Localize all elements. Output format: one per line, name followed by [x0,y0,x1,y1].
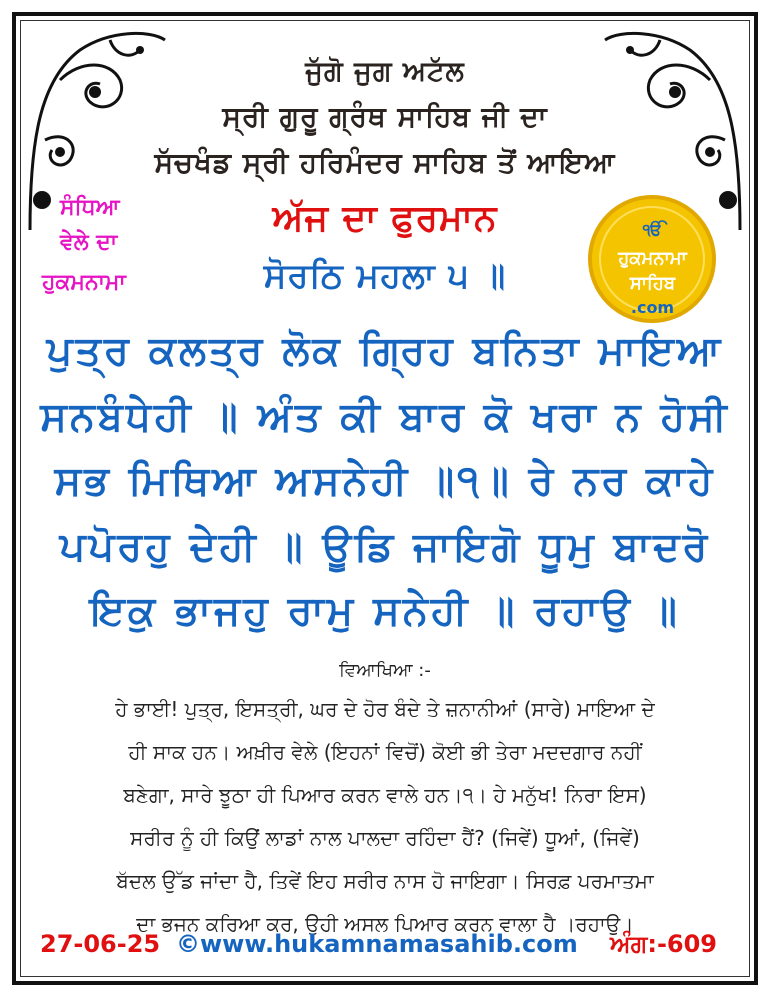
scripture-line: ਸਭ ਮਿਥਿਆ ਅਸਨੇਹੀ ॥੧॥ ਰੇ ਨਰ ਕਾਹੇ [54,458,716,504]
explanation-line: ਦਾ ਭਜਨ ਕਰਿਆ ਕਰ, ਉਹੀ ਅਸਲ ਪਿਆਰ ਕਰਨ ਵਾਲਾ ਹੈ ।ਰਹਾਉ। [136,912,634,936]
raag-heading: ਸੋਰਠਿ ਮਹਲਾ ੫ ॥ [263,256,507,296]
header-line-2: ਸ੍ਰੀ ਗੁਰੂ ਗ੍ਰੰਥ ਸਾਹਿਬ ਜੀ ਦਾ [222,100,548,133]
logo-text-line-3: .com [630,298,675,317]
explanation-line: ਸਰੀਰ ਨੂੰ ਹੀ ਕਿਉਂ ਲਾਡਾਂ ਨਾਲ ਪਾਲਦਾ ਰਹਿੰਦਾ ਹੈਂ? (ਜਿਵੇਂ) ਧੂਆਂ, (ਜਿਵੇਂ) [130,826,640,850]
footer-ang-number: ਅੰਗ:-609 [610,930,718,958]
ik-onkar-icon: ੴ [642,220,663,239]
side-label-line-2: ਵੇਲੇ ਦਾ [60,230,118,255]
header-line-1: ਜੁੱਗੋ ਜੁਗ ਅਟੱਲ [305,56,465,87]
header-line-3: ਸੱਚਖੰਡ ਸ੍ਰੀ ਹਰਿਮੰਦਰ ਸਾਹਿਬ ਤੋਂ ਆਇਆ [154,146,616,179]
footer-website-link[interactable]: ©www.hukamnamasahib.com [176,930,578,958]
side-label-line-3: ਹੁਕਮਨਾਮਾ [42,270,126,295]
explanation-line: ਹੀ ਸਾਕ ਹਨ। ਅਖ਼ੀਰ ਵੇਲੇ (ਇਹਨਾਂ ਵਿਚੋਂ) ਕੋਈ ਭੀ ਤੇਰਾ ਮਦਦਗਾਰ ਨਹੀਂ [128,740,642,764]
scripture-line: ਪਪੋਰਹੁ ਦੇਹੀ ॥ ਊਡਿ ਜਾਇਗੋ ਧੂਮੁ ਬਾਦਰੋ [59,524,711,570]
explanation-heading: ਵਿਆਖਿਆ :- [339,660,431,681]
scripture-line: ਇਕੁ ਭਾਜਹੁ ਰਾਮੁ ਸਨੇਹੀ ॥ ਰਹਾਉ ॥ [90,588,680,634]
scripture-line: ਪੁਤ੍ਰ ਕਲਤ੍ਰ ਲੋਕ ਗ੍ਰਿਹ ਬਨਿਤਾ ਮਾਇਆ [46,328,724,374]
page-title: ਅੱਜ ਦਾ ਫੁਰਮਾਨ [272,198,498,239]
scripture-line: ਸਨਬੰਧੇਹੀ ॥ ਅੰਤ ਕੀ ਬਾਰ ਕੋ ਖਰਾ ਨ ਹੋਸੀ [40,394,730,440]
side-label-line-1: ਸੰਧਿਆ [60,195,120,220]
footer-date: 27-06-25 [40,930,161,958]
explanation-line: ਬਣੇਗਾ, ਸਾਰੇ ਝੂਠਾ ਹੀ ਪਿਆਰ ਕਰਨ ਵਾਲੇ ਹਨ।੧। ਹੇ ਮਨੁੱਖ! ਨਿਰਾ ਇਸ) [123,783,647,807]
explanation-line: ਹੇ ਭਾਈ! ਪੁਤ੍ਰ, ਇਸਤ੍ਰੀ, ਘਰ ਦੇ ਹੋਰ ਬੰਦੇ ਤੇ ਜ਼ਨਾਨੀਆਂ (ਸਾਰੇ) ਮਾਇਆ ਦੇ [115,697,655,721]
explanation-line: ਬੱਦਲ ਉੱਡ ਜਾਂਦਾ ਹੈ, ਤਿਵੇਂ ਇਹ ਸਰੀਰ ਨਾਸ ਹੋ ਜਾਇਗਾ। ਸਿਰਫ਼ ਪਰਮਾਤਮਾ [116,869,654,893]
logo-text-line-2: ਸਾਹਿਬ [629,273,676,294]
logo-text-line-1: ਹੁਕਮਨਾਮਾ [618,248,687,269]
